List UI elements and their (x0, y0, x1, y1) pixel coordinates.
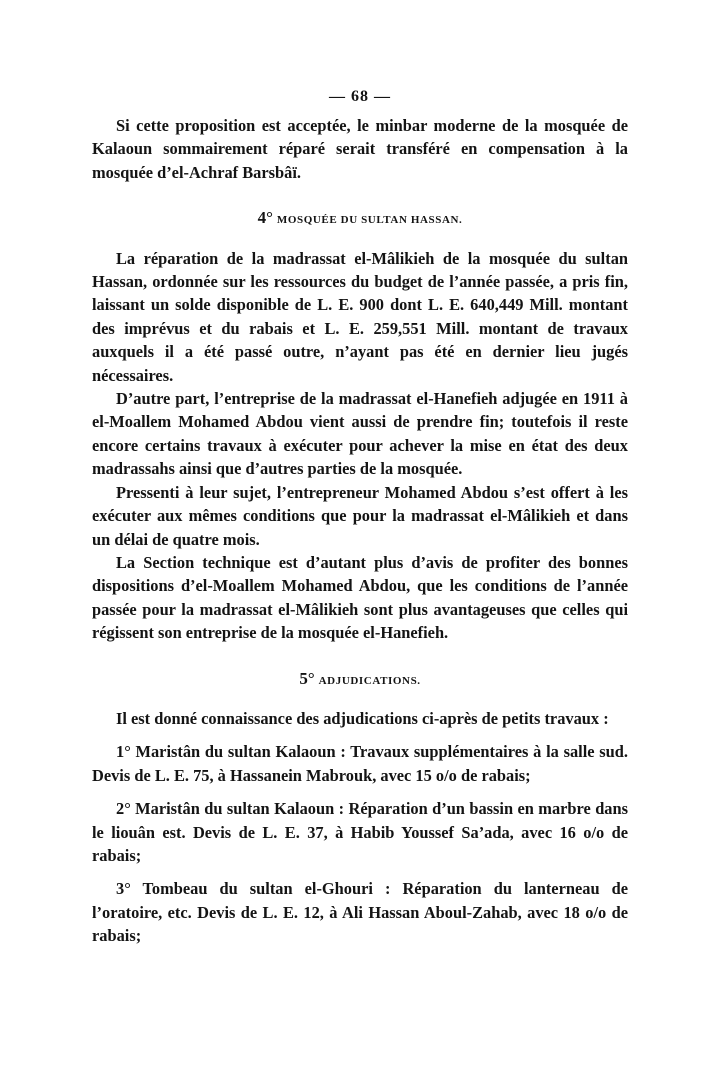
page-number: — 68 — (329, 88, 391, 105)
section-5-title: ADJUDICATIONS. (318, 674, 421, 687)
section-4-paragraph-3: Pressenti à leur sujet, l’entrepreneur Mohamed Abdou s’est offert à les exécuter aux mêmes conditions que pour la madrassat el-Mâlikieh et dans un délai de quatre mois. (92, 482, 628, 549)
intro-paragraph: Si cette proposition est acceptée, le minbar moderne de la mosquée de Kalaoun sommairement réparé serait transféré en compensation à la mosquée d’el-Achraf Barsbâï. (92, 116, 628, 182)
section-5-heading (92, 667, 628, 693)
section-4-number: 4° (257, 208, 273, 228)
section-4-paragraph-4: La Section technique est d’autant plus d’avis de profiter des bonnes dispositions d’el-Moallem Mohamed Abdou, que les conditions de l’année passée pour la madrassat el-Mâlikieh sont plus avantageuses que celles qui régissent son entreprise de la mosquée el-Hanefieh. (92, 552, 628, 643)
section-4-paragraph-2: D’autre part, l’entreprise de la madrassat el-Hanefieh adjugée en 1911 à el-Moallem Mohamed Abdou vient aussi de prendre fin; toutefois il reste encore certains travaux à exécuter pour achever la mise en état des deux madrassahs ainsi que d’autres parties de la mosquée. (92, 389, 628, 479)
section-4-heading (92, 206, 628, 232)
section-4-title: MOSQUÉE DU SULTAN HASSAN. (276, 214, 463, 227)
section-5-intro: Il est donné connaissance des adjudications ci-après de petits travaux : (116, 708, 609, 728)
adjudication-item-2: 2° Maristân du sultan Kalaoun : Réparation d’un bassin en marbre dans le liouân est. Devis de L. E. 37, à Habib Youssef Sa’ada, avec 16 o/o de rabais; (92, 799, 628, 865)
adjudication-item-1: 1° Maristân du sultan Kalaoun : Travaux supplémentaires à la salle sud. Devis de L. E. 75, à Hassanein Mabrouk, avec 15 o/o de rabais; (92, 742, 628, 785)
section-4-paragraph-1: La réparation de la madrassat el-Mâlikieh de la mosquée du sultan Hassan, ordonnée sur les ressources du budget de l’année passée, a pris fin, laissant un solde disponible de L. E. 900 dont L. E. 640,449 Mill. montant des imprévus et du rabais et L. E. 259,551 Mill. montant de travaux auxquels il a été passé outre, n’ayant pas été en dernier lieu jugés nécessaires. (92, 248, 628, 385)
adjudication-item-3: 3° Tombeau du sultan el-Ghouri : Réparation du lanterneau de l’oratoire, etc. Devis de L. E. 12, à Ali Hassan Aboul-Zahab, avec 18 o/o de rabais; (92, 879, 628, 946)
document-body (92, 88, 628, 948)
section-5-number: 5° (299, 668, 315, 688)
